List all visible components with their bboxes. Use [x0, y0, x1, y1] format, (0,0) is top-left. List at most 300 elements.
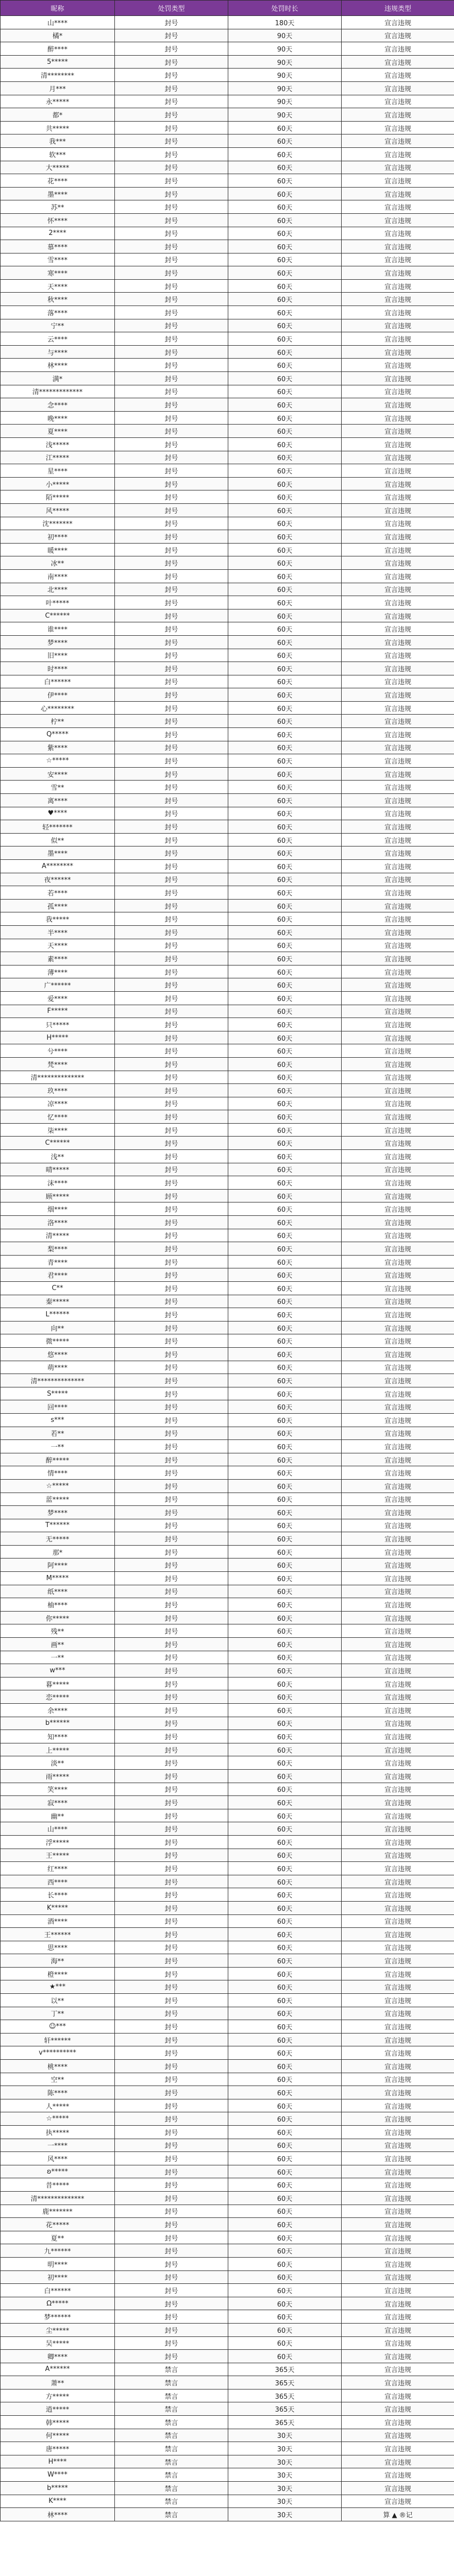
cell-nickname: 念****	[1, 398, 115, 412]
cell-punish-type: 封号	[115, 2284, 228, 2297]
table-row	[1, 1453, 454, 1466]
cell-punish-duration: 60天	[228, 688, 342, 702]
cell-violation-type: 宣言违规	[342, 569, 454, 583]
cell-punish-duration: 60天	[228, 754, 342, 768]
cell-nickname: 慕****	[1, 240, 115, 253]
cell-punish-type: 封号	[115, 965, 228, 978]
cell-punish-duration: 60天	[228, 1519, 342, 1532]
table-row	[1, 991, 454, 1005]
table-row	[1, 1163, 454, 1176]
cell-violation-type: 宣言违规	[342, 2139, 454, 2152]
cell-punish-duration: 60天	[228, 1638, 342, 1651]
table-row	[1, 978, 454, 992]
cell-punish-type: 封号	[115, 1928, 228, 1941]
cell-punish-duration: 60天	[228, 1123, 342, 1137]
cell-violation-type: 宣言违规	[342, 2086, 454, 2099]
cell-nickname: ☆*****	[1, 754, 115, 768]
cell-punish-type: 封号	[115, 2073, 228, 2086]
cell-nickname: 叶*****	[1, 596, 115, 609]
cell-punish-type: 封号	[115, 1849, 228, 1862]
cell-nickname: 酒****	[1, 1914, 115, 1928]
cell-nickname: 凉****	[1, 1097, 115, 1110]
table-row	[1, 134, 454, 148]
cell-violation-type: 宣言违规	[342, 688, 454, 702]
cell-punish-duration: 60天	[228, 2350, 342, 2363]
cell-nickname: 山****	[1, 16, 115, 29]
cell-punish-type: 封号	[115, 2178, 228, 2192]
cell-punish-duration: 60天	[228, 767, 342, 781]
cell-nickname: 花****	[1, 174, 115, 188]
cell-violation-type: 宣言违规	[342, 939, 454, 952]
cell-punish-type: 封号	[115, 1967, 228, 1980]
table-row	[1, 372, 454, 385]
cell-nickname: 思****	[1, 1941, 115, 1954]
cell-nickname: ♥****	[1, 807, 115, 820]
cell-punish-type: 封号	[115, 1216, 228, 1229]
cell-nickname: 君****	[1, 1268, 115, 1282]
cell-punish-duration: 60天	[228, 2099, 342, 2112]
table-row	[1, 1216, 454, 1229]
cell-punish-type: 禁言	[115, 2495, 228, 2508]
table-row	[1, 1137, 454, 1150]
table-row	[1, 95, 454, 108]
cell-punish-duration: 60天	[228, 1005, 342, 1018]
cell-punish-type: 封号	[115, 2165, 228, 2178]
cell-nickname: 梦******	[1, 2310, 115, 2324]
cell-punish-type: 封号	[115, 2086, 228, 2099]
cell-punish-duration: 60天	[228, 1110, 342, 1124]
header-violation-type: 违规类型	[342, 1, 454, 16]
table-row	[1, 2495, 454, 2508]
cell-punish-type: 封号	[115, 1427, 228, 1440]
cell-punish-type: 封号	[115, 1374, 228, 1387]
cell-violation-type: 宣言违规	[342, 134, 454, 148]
cell-punish-duration: 60天	[228, 662, 342, 675]
cell-punish-duration: 60天	[228, 1031, 342, 1044]
cell-punish-type: 封号	[115, 227, 228, 240]
table-row	[1, 174, 454, 188]
cell-nickname: F*****	[1, 1005, 115, 1018]
cell-punish-type: 封号	[115, 1769, 228, 1783]
cell-violation-type: 宣言违规	[342, 319, 454, 332]
cell-punish-type: 封号	[115, 1308, 228, 1321]
cell-violation-type: 宣言违规	[342, 543, 454, 556]
cell-punish-duration: 60天	[228, 1453, 342, 1466]
cell-punish-duration: 60天	[228, 2007, 342, 2020]
cell-punish-type: 封号	[115, 1229, 228, 1242]
cell-nickname: 那*	[1, 1545, 115, 1558]
cell-violation-type: 宣言违规	[342, 1862, 454, 1875]
table-row	[1, 1295, 454, 1308]
table-row	[1, 1743, 454, 1756]
cell-nickname: v**********	[1, 2046, 115, 2060]
cell-punish-type: 封号	[115, 2139, 228, 2152]
table-row	[1, 1189, 454, 1202]
cell-punish-duration: 60天	[228, 1150, 342, 1163]
cell-violation-type: 宣言违规	[342, 2363, 454, 2376]
cell-violation-type: 宣言违规	[342, 886, 454, 900]
cell-violation-type: 宣言违规	[342, 820, 454, 834]
table-row	[1, 464, 454, 478]
cell-punish-duration: 60天	[228, 820, 342, 834]
cell-punish-type: 封号	[115, 1493, 228, 1506]
cell-punish-type: 封号	[115, 1479, 228, 1493]
cell-violation-type: 宣言违规	[342, 398, 454, 412]
cell-punish-duration: 60天	[228, 398, 342, 412]
cell-punish-duration: 60天	[228, 411, 342, 425]
cell-punish-type: 封号	[115, 266, 228, 280]
cell-violation-type: 宣言违规	[342, 2218, 454, 2231]
cell-punish-duration: 60天	[228, 2046, 342, 2060]
cell-punish-duration: 60天	[228, 1730, 342, 1743]
cell-punish-duration: 60天	[228, 279, 342, 293]
table-row	[1, 1361, 454, 1374]
cell-punish-duration: 60天	[228, 1756, 342, 1770]
cell-violation-type: 宣言违规	[342, 1651, 454, 1664]
cell-violation-type: 宣言违规	[342, 2297, 454, 2310]
table-row	[1, 1532, 454, 1546]
table-row	[1, 701, 454, 715]
table-row	[1, 266, 454, 280]
table-row	[1, 1624, 454, 1638]
cell-punish-type: 封号	[115, 55, 228, 69]
cell-punish-duration: 60天	[228, 1137, 342, 1150]
cell-punish-duration: 60天	[228, 2244, 342, 2258]
cell-nickname: 阿****	[1, 1558, 115, 1572]
cell-nickname: M*****	[1, 1572, 115, 1585]
cell-nickname: 墨****	[1, 187, 115, 200]
cell-violation-type: 宣言违规	[342, 55, 454, 69]
table-row	[1, 596, 454, 609]
cell-punish-duration: 60天	[228, 846, 342, 860]
cell-violation-type: 宣言违规	[342, 1295, 454, 1308]
cell-punish-type: 封号	[115, 1202, 228, 1216]
table-row	[1, 1822, 454, 1836]
table-row	[1, 1005, 454, 1018]
cell-punish-type: 封号	[115, 1704, 228, 1717]
cell-violation-type: 宣言违规	[342, 227, 454, 240]
table-row	[1, 398, 454, 412]
cell-nickname: 浅**	[1, 1150, 115, 1163]
table-row	[1, 2310, 454, 2324]
cell-punish-type: 封号	[115, 187, 228, 200]
cell-nickname: 柚****	[1, 1598, 115, 1612]
table-row	[1, 2007, 454, 2020]
cell-nickname: 墨****	[1, 846, 115, 860]
cell-punish-type: 封号	[115, 1822, 228, 1836]
cell-nickname: 柠**	[1, 715, 115, 728]
cell-punish-type: 封号	[115, 425, 228, 438]
table-row	[1, 2191, 454, 2205]
cell-violation-type: 宣言违规	[342, 174, 454, 188]
cell-punish-type: 封号	[115, 1888, 228, 1902]
cell-violation-type: 宣言违规	[342, 649, 454, 662]
cell-punish-duration: 60天	[228, 161, 342, 174]
cell-violation-type: 算 ▲ ®记	[342, 2508, 454, 2521]
table-row	[1, 1321, 454, 1334]
cell-nickname: 我***	[1, 134, 115, 148]
cell-nickname: 橙****	[1, 1967, 115, 1980]
cell-punish-duration: 60天	[228, 2297, 342, 2310]
cell-punish-type: 禁言	[115, 2389, 228, 2402]
cell-punish-duration: 60天	[228, 2112, 342, 2126]
cell-violation-type: 宣言违规	[342, 807, 454, 820]
cell-punish-duration: 60天	[228, 952, 342, 965]
table-row	[1, 1031, 454, 1044]
cell-punish-duration: 60天	[228, 1783, 342, 1796]
cell-punish-type: 禁言	[115, 2363, 228, 2376]
cell-punish-type: 封号	[115, 213, 228, 227]
cell-nickname: 伊****	[1, 688, 115, 702]
cell-nickname: 雪****	[1, 253, 115, 266]
cell-punish-type: 封号	[115, 174, 228, 188]
cell-nickname: 王******	[1, 1928, 115, 1941]
cell-punish-type: 封号	[115, 2152, 228, 2165]
table-row	[1, 1110, 454, 1124]
cell-nickname: 北****	[1, 583, 115, 596]
cell-nickname: 陈****	[1, 2086, 115, 2099]
cell-punish-type: 封号	[115, 1651, 228, 1664]
cell-punish-type: 封号	[115, 1624, 228, 1638]
cell-punish-duration: 60天	[228, 1901, 342, 1914]
cell-punish-type: 封号	[115, 662, 228, 675]
cell-punish-duration: 60天	[228, 2086, 342, 2099]
cell-punish-type: 封号	[115, 385, 228, 398]
cell-nickname: 冰**	[1, 556, 115, 570]
cell-punish-duration: 60天	[228, 1466, 342, 1480]
cell-punish-duration: 90天	[228, 108, 342, 122]
cell-punish-type: 封号	[115, 2310, 228, 2324]
cell-violation-type: 宣言违规	[342, 662, 454, 675]
table-row	[1, 161, 454, 174]
cell-punish-duration: 60天	[228, 1506, 342, 1519]
cell-punish-duration: 60天	[228, 1928, 342, 1941]
cell-punish-type: 封号	[115, 1914, 228, 1928]
cell-nickname: 秋****	[1, 293, 115, 306]
cell-violation-type: 宣言违规	[342, 1769, 454, 1783]
cell-punish-type: 禁言	[115, 2468, 228, 2482]
cell-punish-duration: 60天	[228, 1255, 342, 1268]
cell-punish-duration: 60天	[228, 1163, 342, 1176]
cell-nickname: 宁**	[1, 319, 115, 332]
cell-violation-type: 宣言违规	[342, 2007, 454, 2020]
cell-punish-duration: 60天	[228, 213, 342, 227]
cell-punish-type: 封号	[115, 1638, 228, 1651]
cell-violation-type: 宣言违规	[342, 1282, 454, 1295]
cell-punish-type: 封号	[115, 29, 228, 42]
cell-violation-type: 宣言违规	[342, 767, 454, 781]
cell-violation-type: 宣言违规	[342, 2020, 454, 2033]
cell-punish-duration: 90天	[228, 42, 342, 56]
cell-punish-type: 封号	[115, 1176, 228, 1190]
cell-nickname: 软***	[1, 147, 115, 161]
cell-violation-type: 宣言违规	[342, 925, 454, 939]
cell-nickname: 孤****	[1, 899, 115, 912]
cell-violation-type: 宣言违规	[342, 583, 454, 596]
cell-punish-type: 封号	[115, 1796, 228, 1809]
cell-punish-duration: 365天	[228, 2363, 342, 2376]
table-row	[1, 2020, 454, 2033]
table-row	[1, 622, 454, 636]
cell-punish-type: 封号	[115, 1057, 228, 1071]
cell-violation-type: 宣言违规	[342, 1690, 454, 1704]
cell-nickname: C******	[1, 1137, 115, 1150]
cell-punish-duration: 60天	[228, 1242, 342, 1256]
cell-nickname: 与****	[1, 345, 115, 359]
cell-violation-type: 宣言违规	[342, 1413, 454, 1427]
cell-violation-type: 宣言违规	[342, 1611, 454, 1624]
cell-nickname: 洛****	[1, 1216, 115, 1229]
cell-nickname: 满*	[1, 372, 115, 385]
cell-punish-type: 封号	[115, 2099, 228, 2112]
cell-nickname: 唐*****	[1, 2442, 115, 2455]
table-row	[1, 1572, 454, 1585]
cell-violation-type: 宣言违规	[342, 2402, 454, 2416]
cell-punish-type: 封号	[115, 1123, 228, 1137]
cell-violation-type: 宣言违规	[342, 530, 454, 544]
cell-punish-duration: 60天	[228, 1849, 342, 1862]
table-row	[1, 833, 454, 846]
cell-nickname: 桃****	[1, 2060, 115, 2073]
cell-violation-type: 宣言违规	[342, 1822, 454, 1836]
cell-punish-duration: 90天	[228, 81, 342, 95]
cell-punish-type: 封号	[115, 741, 228, 754]
table-row	[1, 1849, 454, 1862]
cell-punish-duration: 60天	[228, 635, 342, 649]
cell-nickname: 残**	[1, 1624, 115, 1638]
cell-punish-type: 封号	[115, 754, 228, 768]
cell-violation-type: 宣言违规	[342, 1150, 454, 1163]
cell-punish-duration: 90天	[228, 69, 342, 82]
cell-punish-duration: 365天	[228, 2416, 342, 2429]
cell-nickname: 紫****	[1, 741, 115, 754]
table-row	[1, 2073, 454, 2086]
table-row	[1, 1334, 454, 1348]
cell-nickname: 暖****	[1, 543, 115, 556]
cell-punish-type: 封号	[115, 873, 228, 886]
cell-violation-type: 宣言违规	[342, 1137, 454, 1150]
cell-punish-duration: 60天	[228, 2139, 342, 2152]
cell-punish-type: 封号	[115, 1189, 228, 1202]
cell-nickname: 无*****	[1, 1532, 115, 1546]
cell-punish-type: 封号	[115, 69, 228, 82]
cell-nickname: 雨*****	[1, 1769, 115, 1783]
cell-violation-type: 宣言违规	[342, 2336, 454, 2350]
cell-punish-type: 封号	[115, 1400, 228, 1414]
cell-punish-type: 封号	[115, 556, 228, 570]
cell-punish-duration: 60天	[228, 939, 342, 952]
table-row	[1, 2363, 454, 2376]
cell-violation-type: 宣言违规	[342, 345, 454, 359]
cell-punish-duration: 60天	[228, 1347, 342, 1361]
cell-nickname: 怀****	[1, 213, 115, 227]
cell-violation-type: 宣言违规	[342, 1835, 454, 1849]
cell-punish-type: 禁言	[115, 2508, 228, 2521]
cell-violation-type: 宣言违规	[342, 622, 454, 636]
table-row	[1, 1202, 454, 1216]
table-row	[1, 1347, 454, 1361]
cell-nickname: 时****	[1, 662, 115, 675]
cell-punish-duration: 60天	[228, 886, 342, 900]
cell-violation-type: 宣言违规	[342, 2389, 454, 2402]
cell-nickname: 晚****	[1, 411, 115, 425]
cell-punish-type: 封号	[115, 1110, 228, 1124]
cell-nickname: 谁****	[1, 622, 115, 636]
table-row	[1, 42, 454, 56]
cell-nickname: 轻*******	[1, 820, 115, 834]
cell-nickname: 萧**	[1, 2376, 115, 2389]
cell-violation-type: 宣言违规	[342, 1677, 454, 1690]
table-row	[1, 1664, 454, 1677]
cell-punish-duration: 60天	[228, 359, 342, 372]
cell-violation-type: 宣言违规	[342, 609, 454, 622]
cell-punish-type: 封号	[115, 1242, 228, 1256]
table-row	[1, 121, 454, 134]
cell-violation-type: 宣言违规	[342, 2060, 454, 2073]
cell-violation-type: 宣言违规	[342, 1572, 454, 1585]
cell-punish-type: 封号	[115, 846, 228, 860]
cell-punish-type: 封号	[115, 767, 228, 781]
cell-nickname: 清********	[1, 69, 115, 82]
cell-punish-duration: 90天	[228, 55, 342, 69]
cell-punish-duration: 60天	[228, 1176, 342, 1190]
header-row	[1, 1, 454, 16]
cell-punish-duration: 60天	[228, 2033, 342, 2046]
table-row	[1, 2389, 454, 2402]
cell-punish-type: 封号	[115, 820, 228, 834]
table-row	[1, 2270, 454, 2284]
cell-punish-type: 封号	[115, 1440, 228, 1453]
cell-violation-type: 宣言违规	[342, 2350, 454, 2363]
table-row	[1, 715, 454, 728]
table-row	[1, 227, 454, 240]
table-row	[1, 781, 454, 794]
table-row	[1, 1690, 454, 1704]
cell-violation-type: 宣言违规	[342, 873, 454, 886]
cell-punish-duration: 60天	[228, 1282, 342, 1295]
table-row	[1, 2060, 454, 2073]
cell-punish-duration: 60天	[228, 1704, 342, 1717]
cell-punish-type: 封号	[115, 95, 228, 108]
cell-nickname: 秦*****	[1, 1295, 115, 1308]
cell-violation-type: 宣言违规	[342, 1888, 454, 1902]
cell-punish-type: 封号	[115, 1994, 228, 2007]
cell-violation-type: 宣言违规	[342, 556, 454, 570]
cell-nickname: 余****	[1, 1704, 115, 1717]
cell-punish-duration: 60天	[228, 266, 342, 280]
cell-nickname: 月***	[1, 81, 115, 95]
cell-punish-type: 封号	[115, 372, 228, 385]
cell-violation-type: 宣言违规	[342, 1361, 454, 1374]
cell-violation-type: 宣言违规	[342, 2244, 454, 2258]
cell-punish-duration: 60天	[228, 1545, 342, 1558]
cell-violation-type: 宣言违规	[342, 2442, 454, 2455]
cell-violation-type: 宣言违规	[342, 1453, 454, 1466]
cell-punish-type: 封号	[115, 1809, 228, 1822]
cell-punish-type: 封号	[115, 899, 228, 912]
cell-violation-type: 宣言违规	[342, 1044, 454, 1058]
cell-punish-duration: 60天	[228, 2231, 342, 2244]
cell-violation-type: 宣言违规	[342, 2323, 454, 2336]
cell-violation-type: 宣言违规	[342, 2376, 454, 2389]
cell-punish-duration: 60天	[228, 306, 342, 319]
cell-nickname: 夏**	[1, 2231, 115, 2244]
table-row	[1, 1835, 454, 1849]
cell-punish-type: 封号	[115, 1598, 228, 1612]
cell-violation-type: 宣言违规	[342, 1321, 454, 1334]
cell-punish-type: 封号	[115, 438, 228, 451]
cell-nickname: 幽**	[1, 1809, 115, 1822]
